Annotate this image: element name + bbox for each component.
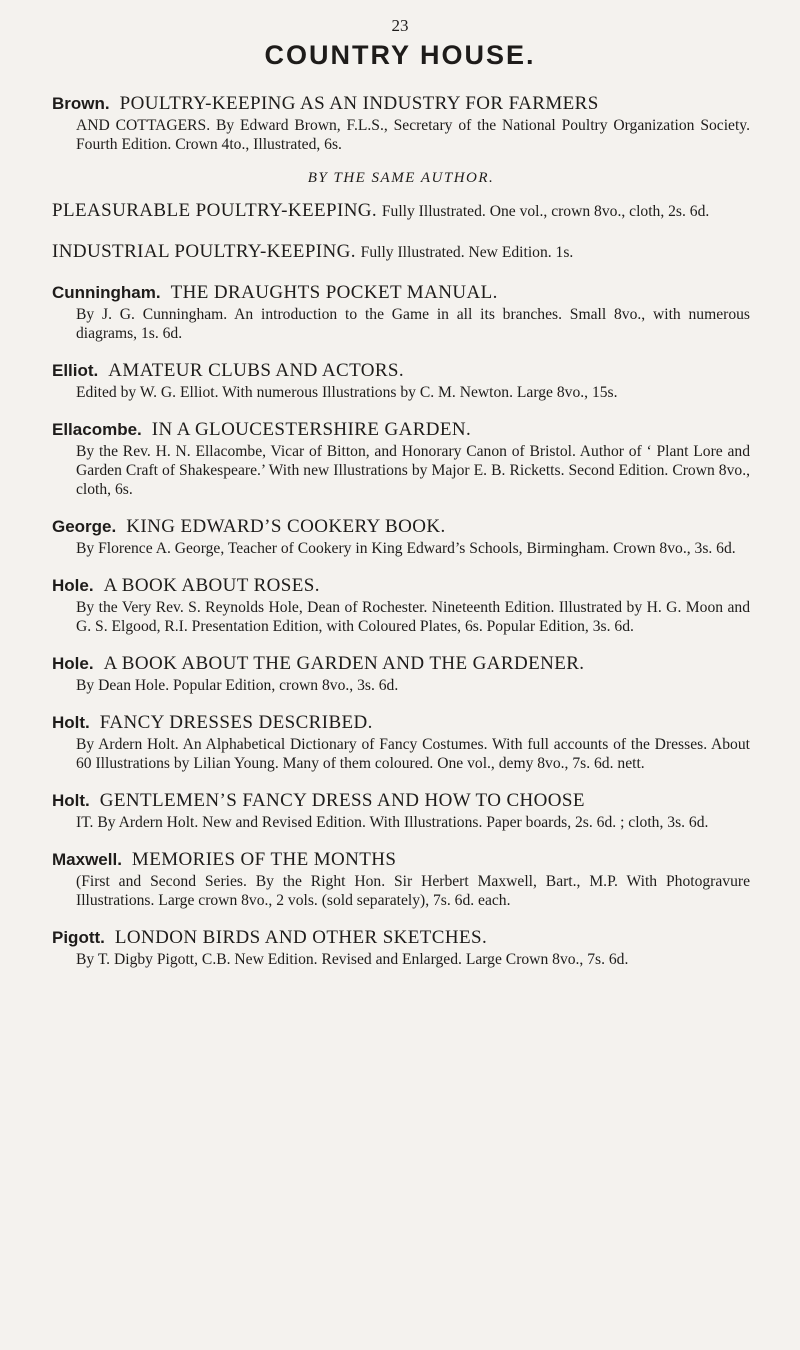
entry-title: AMATEUR CLUBS AND ACTORS. [108, 360, 405, 381]
page-title: COUNTRY HOUSE. [264, 40, 536, 70]
entry-author: Hole. [52, 576, 94, 595]
entry-details: By Ardern Holt. An Alphabetical Dictionary of Fancy Costumes. With full accounts of the Dresses. About 60 Illustrations by Lilian Young. Many of them coloured. One vol., demy 8vo., 7s. 6d. nett. [76, 736, 750, 772]
entry-title: A BOOK ABOUT THE GARDEN AND THE GARDENER. [103, 653, 585, 674]
entry-title: INDUSTRIAL POULTRY-KEEPING. [52, 241, 356, 262]
entry-details: (First and Second Series. By the Right Hon. Sir Herbert Maxwell, Bart., M.P. With Photogravure Illustrations. Large crown 8vo., 2 vols. (sold separately), 7s. 6d. each. [76, 873, 750, 909]
entry-author: Maxwell. [52, 850, 122, 869]
entry-author: Ellacombe. [52, 420, 142, 439]
list-item [52, 418, 750, 499]
entry-details: AND COTTAGERS. By Edward Brown, F.L.S., Secretary of the National Poultry Organization Society. Fourth Edition. Crown 4to., Illustrated, 6s. [76, 117, 750, 153]
entry-author: Holt. [52, 713, 90, 732]
entry-author: Pigott. [52, 928, 105, 947]
entry-author: Holt. [52, 791, 90, 810]
entry-title: IN A GLOUCESTERSHIRE GARDEN. [151, 419, 472, 440]
list-item [52, 92, 750, 154]
byline: BY THE SAME AUTHOR. [307, 170, 495, 186]
entry-title: THE DRAUGHTS POCKET MANUAL. [170, 282, 498, 303]
entry-author: Elliot. [52, 361, 99, 380]
list-item [52, 515, 750, 558]
entry-details: Edited by W. G. Elliot. With numerous Illustrations by C. M. Newton. Large 8vo., 15s. [76, 384, 618, 401]
list-item [52, 926, 750, 969]
list-item [52, 281, 750, 343]
entry-author: Hole. [52, 654, 94, 673]
entry-title: MEMORIES OF THE MONTHS [131, 849, 397, 870]
list-item [52, 711, 750, 773]
list-item [52, 789, 750, 832]
list-item [52, 240, 750, 265]
entry-title: LONDON BIRDS AND OTHER SKETCHES. [114, 927, 488, 948]
entry-details: Fully Illustrated. One vol., crown 8vo., cloth, 2s. 6d. [381, 203, 710, 220]
list-item [52, 652, 750, 695]
entry-details: By T. Digby Pigott, C.B. New Edition. Revised and Enlarged. Large Crown 8vo., 7s. 6d. [76, 951, 629, 968]
list-item [52, 199, 750, 224]
list-item [52, 574, 750, 636]
entry-author: Brown. [52, 94, 110, 113]
entry-title: GENTLEMEN’S FANCY DRESS AND HOW TO CHOOSE [99, 790, 585, 811]
entry-details: By Dean Hole. Popular Edition, crown 8vo., 3s. 6d. [76, 677, 399, 694]
entry-title: PLEASURABLE POULTRY-KEEPING. [52, 200, 378, 221]
entry-author: George. [52, 517, 117, 536]
entry-author: Cunningham. [52, 283, 161, 302]
list-item [52, 848, 750, 910]
entry-title: A BOOK ABOUT ROSES. [103, 575, 320, 596]
entry-details: By the Very Rev. S. Reynolds Hole, Dean of Rochester. Nineteenth Edition. Illustrated by H. G. Moon and G. S. Elgood, R.I. Presentation Edition, with Coloured Plates, 6s. Popular Edition, 3s. 6d. [76, 599, 750, 635]
entry-details: By J. G. Cunningham. An introduction to the Game in all its branches. Small 8vo., with numerous diagrams, 1s. 6d. [76, 306, 750, 342]
entries-list [52, 92, 750, 985]
entry-details: IT. By Ardern Holt. New and Revised Edition. With Illustrations. Paper boards, 2s. 6d. ; cloth, 3s. 6d. [76, 814, 709, 831]
entry-title: FANCY DRESSES DESCRIBED. [99, 712, 373, 733]
entry-title: KING EDWARD’S COOKERY BOOK. [126, 516, 446, 537]
entry-details: Fully Illustrated. New Edition. 1s. [360, 244, 574, 261]
entry-title: POULTRY-KEEPING AS AN INDUSTRY FOR FARMERS [119, 93, 599, 114]
entry-details: By Florence A. George, Teacher of Cookery in King Edward’s Schools, Birmingham. Crown 8vo., 3s. 6d. [76, 540, 736, 557]
list-item [52, 359, 750, 402]
entry-details: By the Rev. H. N. Ellacombe, Vicar of Bitton, and Honorary Canon of Bristol. Author of ‘ Plant Lore and Garden Craft of Shakespeare.’ With new Illustrations by Major E. B. Ricketts. Second Edition. Crown 8vo., cloth, 6s. [76, 443, 750, 498]
page-number: 23 [391, 16, 409, 35]
